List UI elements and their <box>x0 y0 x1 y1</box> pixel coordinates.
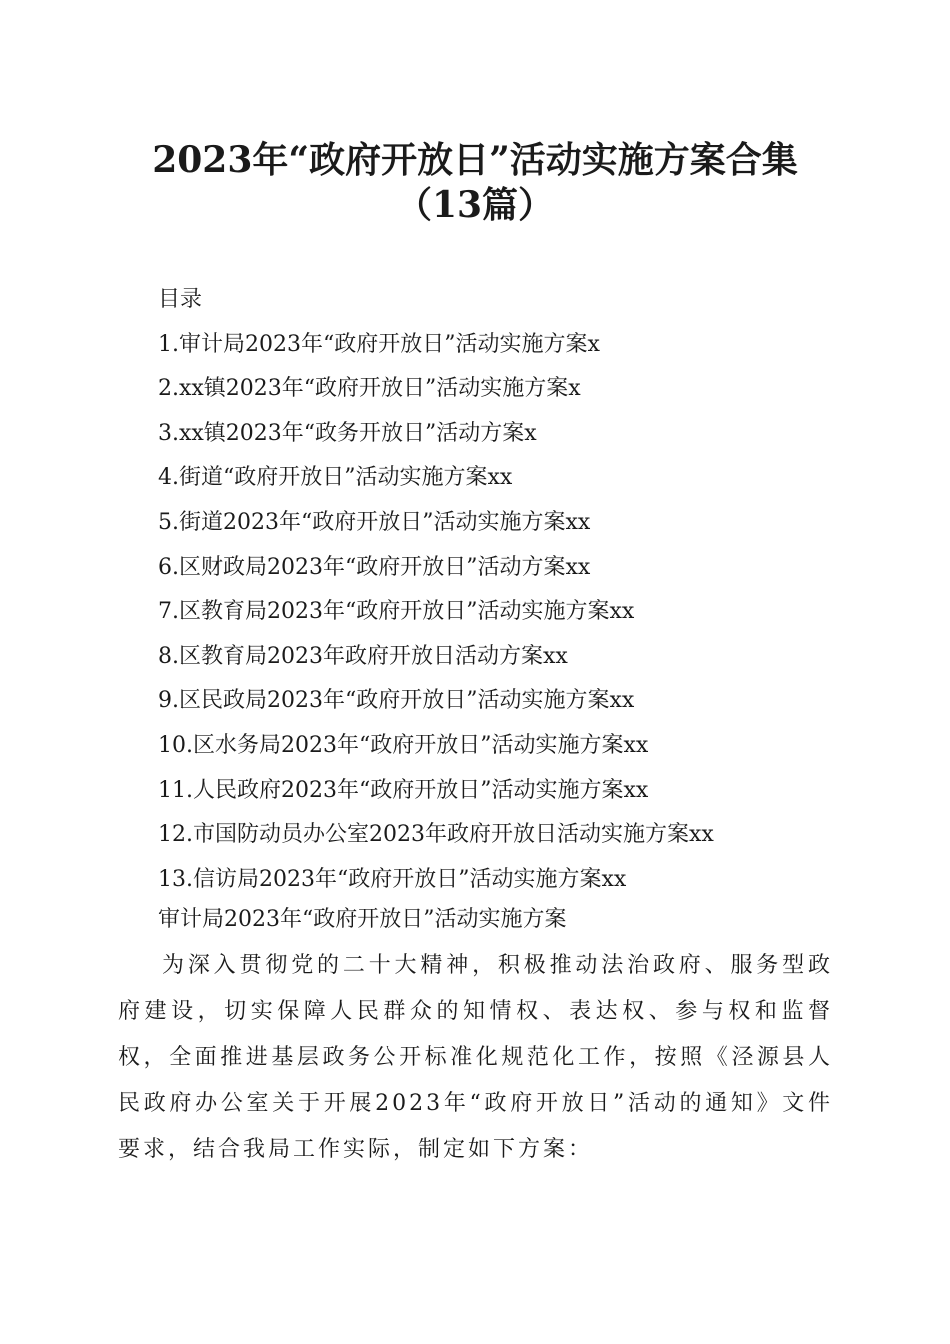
toc-list <box>158 323 858 903</box>
table-of-contents <box>158 278 858 902</box>
toc-item: 5.街道2023年“政府开放日”活动实施方案xx <box>158 509 591 535</box>
toc-item: 3.xx镇2023年“政务开放日”活动方案x <box>158 420 537 446</box>
toc-item: 1.审计局2023年“政府开放日”活动实施方案x <box>158 331 600 357</box>
toc-item: 2.xx镇2023年“政府开放日”活动实施方案x <box>158 376 581 402</box>
toc-item: 10.区水务局2023年“政府开放日”活动实施方案xx <box>158 732 649 758</box>
body-paragraph: 为深入贯彻党的二十大精神，积极推动法治政府、服务型政府建设，切实保障人民群众的知情权、表达权、参与权和监督权，全面推进基层政务公开标准化规范化工作，按照《泾源县人民政府办公室关于开展2023年“政府开放日”活动的通知》文件要求，结合我局工作实际，制定如下方案： <box>118 953 833 1162</box>
toc-item: 13.信访局2023年“政府开放日”活动实施方案xx <box>158 866 627 892</box>
toc-item: 11.人民政府2023年“政府开放日”活动实施方案xx <box>158 777 649 803</box>
document-subtitle-count: （13篇） <box>395 184 555 226</box>
toc-item: 7.区教育局2023年“政府开放日”活动实施方案xx <box>158 599 635 625</box>
toc-item: 9.区民政局2023年“政府开放日”活动实施方案xx <box>158 688 635 714</box>
toc-item: 4.街道“政府开放日”活动实施方案xx <box>158 465 513 491</box>
toc-item: 8.区教育局2023年政府开放日活动方案xx <box>158 643 568 669</box>
toc-item: 12.市国防动员办公室2023年政府开放日活动实施方案xx <box>158 822 714 848</box>
document-title: 2023年“政府开放日”活动实施方案合集 <box>152 139 798 181</box>
toc-item: 6.区财政局2023年“政府开放日”活动方案xx <box>158 554 591 580</box>
section-heading: 审计局2023年“政府开放日”活动实施方案 <box>158 907 567 932</box>
toc-heading: 目录 <box>158 287 203 312</box>
